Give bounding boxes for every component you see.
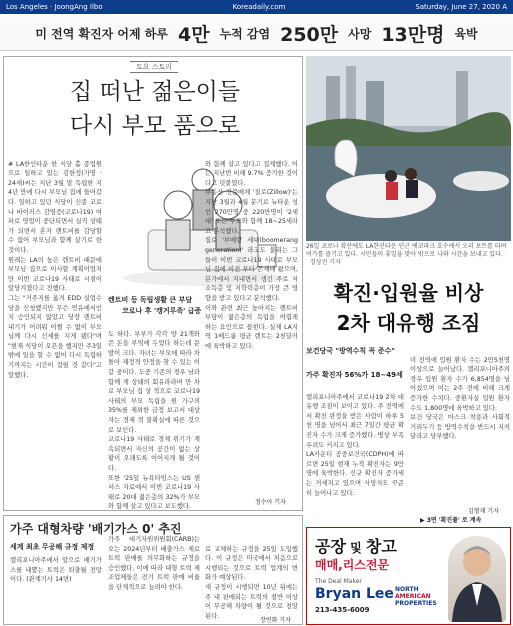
story-byline: 정수아 기자	[255, 499, 286, 506]
site-url[interactable]: Koreadaily.com	[232, 3, 286, 11]
lake-photo-icon	[306, 56, 511, 241]
bottom-story-column-2: 가주 대기자원위원회(CARB)는 오는 2024년부터 배출가스 제로 트럭 판매를 의무화하는 규정을 승인했다. 이에 따라 대형 트럭 제조업체들은 전기 트럭 판매 비율을 단계적으로 늘려야 한다.	[108, 536, 200, 591]
main-story-column-2: 미 전역에 입원 환자 수는 2만5천명 이상으로 늘어났다. 캘리포니아주의 경우 입원 환자 수가 6,854명을 넘어섰으며 이는 2주 전에 비해 크게 증가한 수치다. 중환자실 입원 환자 수도 1,800명에 육박하고 있다. 보건 당국은 마스크 착용과 사회적 거리두기 등 방역수칙을 반드시 지켜달라고 당부했다.	[410, 356, 510, 441]
main-story-kicker: 보건당국 "방역수칙 꼭 준수"	[306, 347, 395, 355]
ad-phone[interactable]: 213-435-6009	[315, 606, 370, 614]
ad-subheadline: 매매,리스전문	[315, 558, 390, 572]
headline-tail: 육박	[454, 27, 478, 41]
headline-num1: 4만	[177, 24, 210, 46]
story-column-1: # LA한인타운 한 식당 홀 종업원으로 일하고 있는 김한정(가명 · 24세)씨는 지난 3월 말 독립한 지 4년 만에 다시 부모님 집에 들어갔다. 일하고 있던 식당이 신종 코로나 바이러스 감염증(코로나19) 여파로 영업이 중단되면서 실직 상태가 되면서 혼자 렌트비를 감당할 수 없어 부모님과 함께 살기로 한 것이다. 원래는 LA의 높은 렌트비 때문에 부모님 집으로 이사할 계획이었지만 이번 코로나19 사태로 시점이 앞당겨졌다고 전했다. 그는 "거주지를 옮겨 EDD 실업수당을 신청했지만 무슨 연유에서인지 승인되지 않았고 당장 렌트비 내기가 어려워 어쩔 수 없이 부모님께 다시 신세를 지게 됐다"며 "현재 식당이 오픈을 했지만 주3일밖에 일을 할 수 없어 다시 독립하기까지는 시간이 걸릴 것 같다"고 말했다.	[8, 160, 102, 379]
ad-company: NORTH AMERICAN PROPERTIES	[395, 586, 437, 607]
main-story-subhead: 가주 확진자 56%가 18~49세	[306, 371, 403, 379]
brand-text[interactable]: Los Angeles · JoongAng Ilbo	[6, 3, 103, 11]
real-estate-ad[interactable]	[306, 527, 511, 625]
headline-part2: 누적 감염	[219, 27, 271, 41]
ad-tagline: The Deal Maker	[315, 578, 362, 585]
top-bar	[0, 0, 513, 14]
headline-part1: 미 전역 확진자 어제 하루	[35, 27, 168, 41]
related-link[interactable]: ▶ 3면 '확진률' 로 계속	[420, 517, 482, 524]
story-column-3: 와 함께 살고 있다고 집계했다. 이는 지난번 비해 9.7% 증가한 것이다고 덧붙였다. 부동산 전문매체 '질로(Zillow)'는 지난 3월과 4월 분기로 뉴타운 성인 270만명 중 220만명이 '2세대' 또는 부모와 함께 18~25세라고 분석했다. 질로 '부메랑 세대(boomerang generation)' 라고도 불리는 그들이 이번 코로나19 사태로 부모님 집에 이전 부터 존재해 왔으며, 본가에서 지내면서 생긴 주로 저소득층 및 저학력층이 가장 큰 영향을 받고 있다고 분석했다. 이와 관련 최근 높아지는 렌트비 부담이 젊은층의 독립을 어렵게 하는 요인으로 꼽힌다. 실제 LA지역 1베드룸 평균 렌트는 2천달러에 육박하고 있다.	[205, 160, 298, 350]
story-tag: 토요 스토리	[130, 62, 178, 72]
ad-agent-name: Bryan Lee	[315, 586, 394, 602]
agent-photo-icon	[448, 536, 506, 622]
main-story-byline: 김형재 기자	[468, 508, 499, 515]
photo-caption: 26일 코로나 확산에도 LA한인타운 인근 에코파크 호수에서 오리 보트를 타며 여가를 즐기고 있다. 시민들이 휴일을 맞아 밖으로 나와 시간을 보내고 있다. 김상진 기자	[306, 243, 507, 266]
story-column-2: 도 하다. 부부가 각각 양 21개와 쓴 돈을 부엌에 두었다 하는데 문 발이 크다. 자녀는 부모에 따라 차 돌아 재정적 안정을 찾 수 있는 이같 중이다. 도중 기존의 경우 남과 함께 계 상태의 회유라라며 만 차로 부모님 집 상 적으로 코로나19 사태의 부모 독립을 원 가구의 35%를 제외한 금정 보고서 대상자는 경제 적 불확실에 따른 것으로 보인다. 코로나19 사태로 경제 위기가 계속되면서 자신의 공간이 없는 상황이 오래도록 이어지게 될 것이다. 또한 '25일 뉴욕타임스는 US 센서스 자료에서 이번 코로나19 사태로 20대 젊은층의 32%가 부모와 함께 살고 있다고 보도했다.	[108, 330, 200, 511]
bottom-story-title: 가주 대형차량 '배기가스 0' 추진	[10, 522, 182, 536]
story-title	[30, 75, 280, 143]
bottom-story-column-3: 로 교체하는 규정을 25일 도입했다. 이 규정은 미국에서 처음으로 시행되는 것으로 트럭 업계의 변화가 예상된다. 새 규정이 시행되면 10년 뒤에는 주 내 판매되는 트럭의 절반 이상이 무공해 차량이 될 것으로 전망된다.	[205, 545, 298, 620]
headline-part3: 사망	[348, 27, 372, 41]
swan-boat-photo	[306, 56, 511, 241]
agent-portrait-icon	[448, 536, 506, 622]
bottom-story-sub: 세계 최초 무공해 규정 제정	[10, 543, 95, 551]
bottom-story-byline: 장연화 기자	[260, 617, 291, 624]
date-line: Saturday, June 27, 2020 A	[415, 3, 507, 11]
headline-num3: 13만명	[381, 24, 445, 46]
story-title-line1: 집 떠난 젊은이들	[69, 79, 241, 105]
illustration-caption: 렌트비 등 독립생활 큰 부담 코로나 후 '캥거루족' 급증	[108, 296, 202, 315]
bottom-story-column-1: 캘리포니아주에서 앞으로 배기가스를 내뿜는 트럭은 퇴출될 전망이다. (관계기사 14면)	[10, 557, 102, 584]
main-story-title: 확진·입원율 비상 2차 대유행 조짐	[333, 281, 484, 335]
headline-num2: 250만	[280, 24, 339, 46]
main-story-column-1: 캘리포니아주에서 코로나19 2차 대유행 조짐이 보이고 있다. 주 전역에서 확진 판정을 받은 사람이 하루 5천 명을 넘어서 최근 7일간 평균 확진자 수가 크게 증가했다. 병상 부족 우려도 커지고 있다. LA카운티 공중보건국(CDPH)에 따르면 25일 현재 누적 확진자는 9만 명에 육박한다. 신규 확진자 증가세는 거세지고 있으며 사망자도 꾸준히 늘어나고 있다.	[306, 393, 404, 497]
story-title-line2: 다시 부모 품으로	[69, 113, 241, 139]
headline-strip	[0, 17, 513, 51]
ad-headline: 공장 및 창고	[315, 537, 397, 556]
